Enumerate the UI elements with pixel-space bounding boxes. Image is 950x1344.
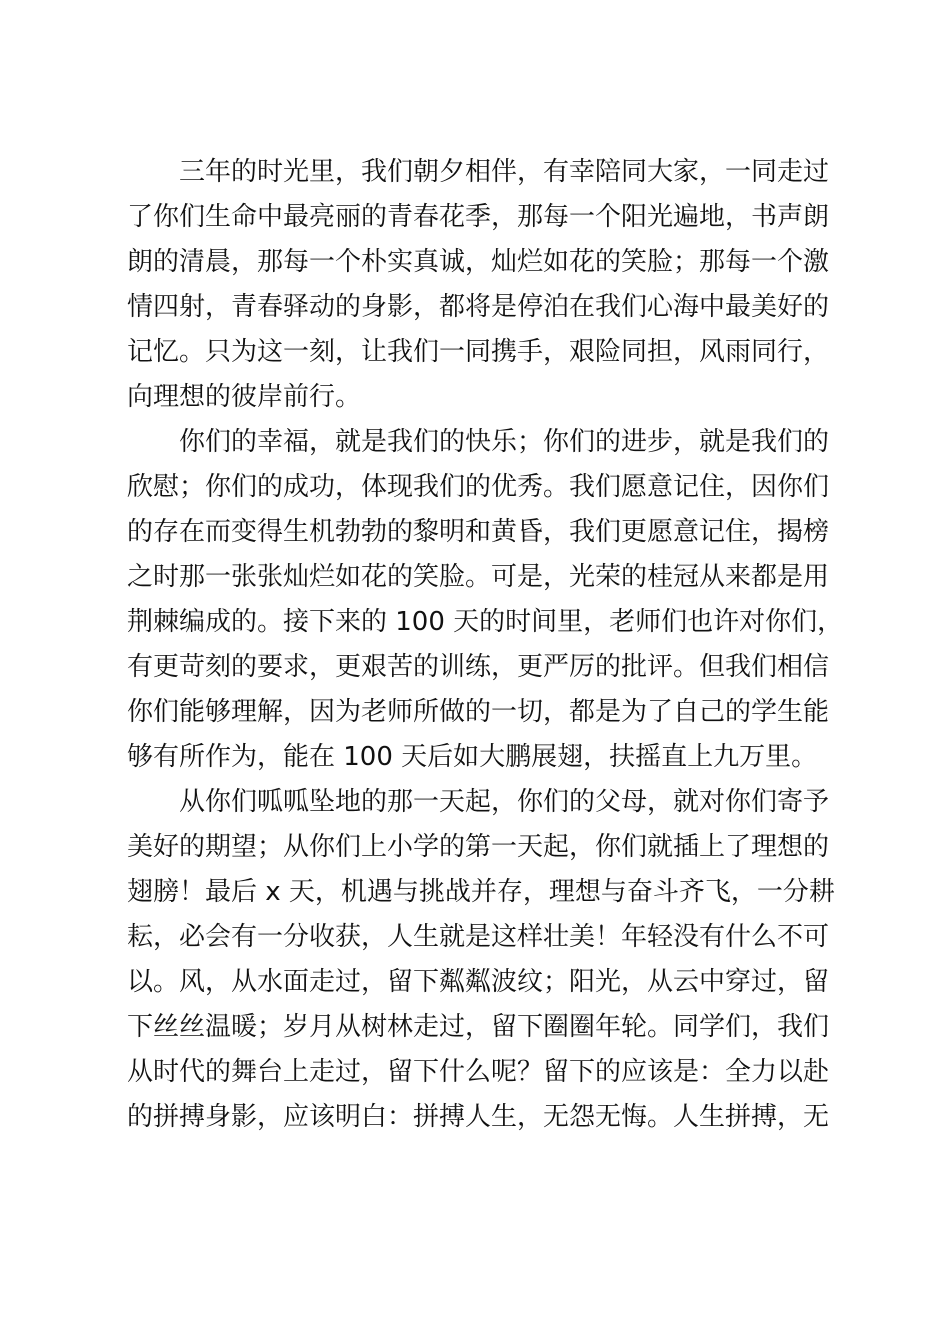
paragraph-3 <box>127 780 835 1140</box>
text-line: 之时那一张张灿烂如花的笑脸。可是，光荣的桂冠从来都是用 <box>127 562 830 592</box>
text-line: 三年的时光里，我们朝夕相伴，有幸陪同大家，一同走过 <box>179 157 830 187</box>
text-line: 荆棘编成的。接下来的 100 天的时间里，老师们也许对你们， <box>127 607 844 637</box>
text-line: 了你们生命中最亮丽的青春花季，那每一个阳光遍地，书声朗 <box>127 202 830 232</box>
text-line: 耘，必会有一分收获，人生就是这样壮美！年轻没有什么不可 <box>127 922 830 952</box>
text-line: 你们的幸福，就是我们的快乐；你们的进步，就是我们的 <box>179 427 830 457</box>
text-line: 朗的清晨，那每一个朴实真诚，灿烂如花的笑脸；那每一个激 <box>127 247 830 277</box>
document-body <box>127 150 844 1140</box>
text-line: 从时代的舞台上走过，留下什么呢？留下的应该是：全力以赴 <box>127 1057 830 1087</box>
text-line: 情四射，青春驿动的身影，都将是停泊在我们心海中最美好的 <box>127 292 830 322</box>
text-line: 以。风，从水面走过，留下粼粼波纹；阳光，从云中穿过，留 <box>127 967 830 997</box>
text-line: 美好的期望；从你们上小学的第一天起，你们就插上了理想的 <box>127 832 830 862</box>
text-line: 的存在而变得生机勃勃的黎明和黄昏，我们更愿意记住，揭榜 <box>127 517 830 547</box>
text-line: 下丝丝温暖；岁月从树林走过，留下圈圈年轮。同学们，我们 <box>127 1012 830 1042</box>
text-line: 记忆。只为这一刻，让我们一同携手，艰险同担，风雨同行， <box>127 337 830 367</box>
text-line: 翅膀！最后 x 天，机遇与挑战并存，理想与奋斗齐飞，一分耕 <box>127 877 835 907</box>
text-line: 有更苛刻的要求，更艰苦的训练，更严厉的批评。但我们相信 <box>127 652 830 682</box>
text-line: 向理想的彼岸前行。 <box>127 382 362 412</box>
paragraph-1 <box>127 150 831 420</box>
text-line: 欣慰；你们的成功，体现我们的优秀。我们愿意记住，因你们 <box>127 472 830 502</box>
paragraph-2 <box>127 420 844 780</box>
text-line: 够有所作为，能在 100 天后如大鹏展翅，扶摇直上九万里。 <box>127 742 818 772</box>
text-line: 从你们呱呱坠地的那一天起，你们的父母，就对你们寄予 <box>179 787 830 817</box>
text-line: 的拼搏身影，应该明白：拼搏人生，无怨无悔。人生拼搏，无 <box>127 1102 830 1132</box>
text-line: 你们能够理解，因为老师所做的一切，都是为了自己的学生能 <box>127 697 830 727</box>
